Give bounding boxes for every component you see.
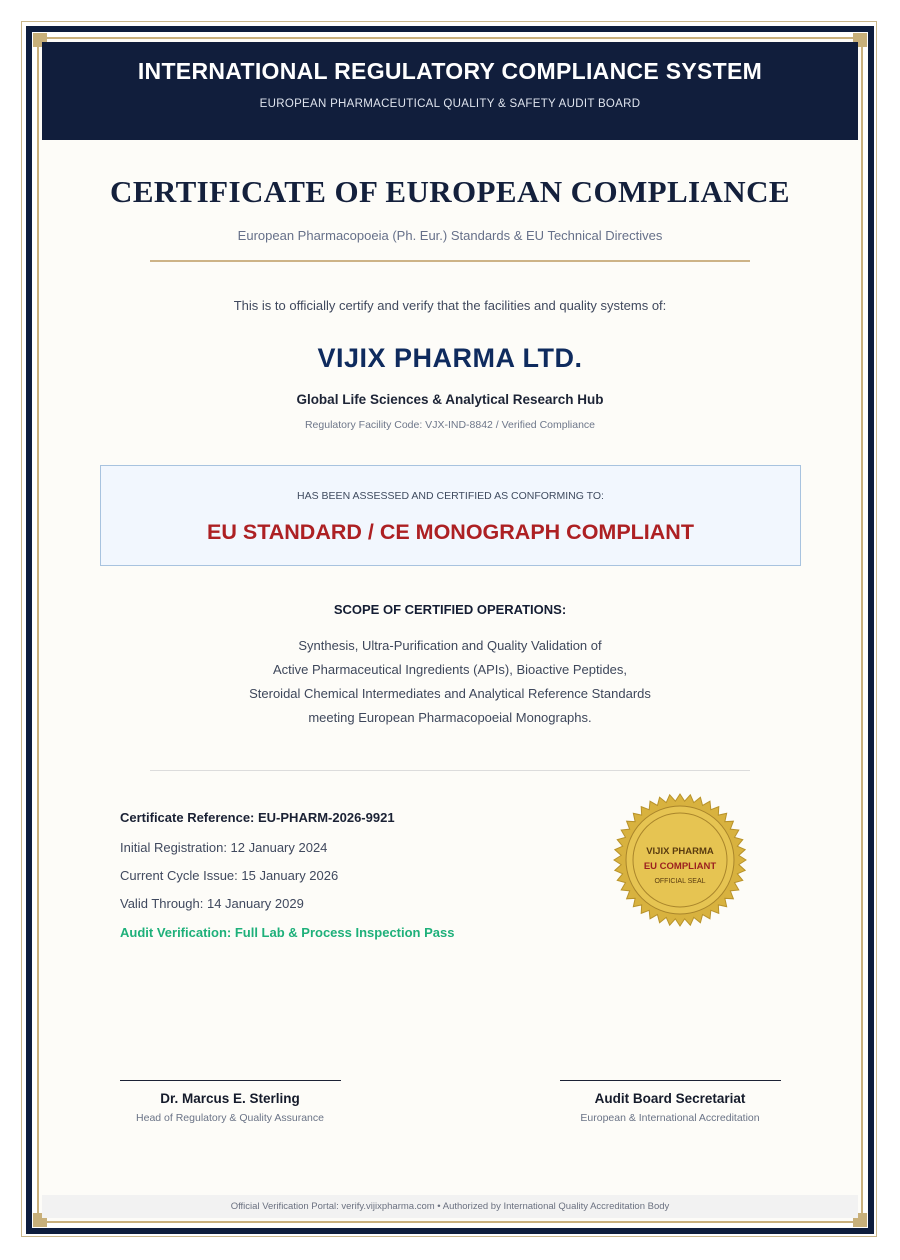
- signatory-name-left: Dr. Marcus E. Sterling: [160, 1091, 300, 1106]
- certificate-inner-border: [37, 37, 863, 1223]
- scope-line: Synthesis, Ultra-Purification and Quality Validation of: [298, 638, 602, 653]
- certificate-reference: Certificate Reference: EU-PHARM-2026-9921: [120, 810, 395, 825]
- conformance-label: HAS BEEN ASSESSED AND CERTIFIED AS CONFORMING TO:: [297, 490, 604, 502]
- scope-title: SCOPE OF CERTIFIED OPERATIONS:: [333, 602, 567, 617]
- current-cycle-issue: Current Cycle Issue: 15 January 2026: [120, 868, 339, 883]
- seal-line-1: VIJIX PHARMA: [646, 846, 714, 857]
- scope-line: Steroidal Chemical Intermediates and Analytical Reference Standards: [249, 686, 651, 701]
- gold-divider: [150, 260, 750, 262]
- conformance-standard: EU STANDARD / CE MONOGRAPH COMPLIANT: [207, 520, 694, 544]
- audit-verification: Audit Verification: Full Lab & Process Inspection Pass: [120, 925, 455, 940]
- valid-through: Valid Through: 14 January 2029: [120, 896, 304, 911]
- certification-intro: This is to officially certify and verify that the facilities and quality systems of:: [233, 298, 667, 313]
- conformance-box: [100, 465, 801, 566]
- certificate-subtitle: European Pharmacopoeia (Ph. Eur.) Standards & EU Technical Directives: [237, 228, 663, 243]
- details-divider: [150, 770, 750, 771]
- header-band: [42, 42, 858, 140]
- company-division: Global Life Sciences & Analytical Research Hub: [296, 392, 604, 407]
- signatory-role-right: European & International Accreditation: [580, 1112, 760, 1124]
- seal-line-3: OFFICIAL SEAL: [654, 878, 706, 885]
- verification-footer: Official Verification Portal: verify.vijixpharma.com • Authorized by International Quality Accreditation Body: [42, 1195, 858, 1218]
- scope-line: Active Pharmaceutical Ingredients (APIs), Bioactive Peptides,: [272, 662, 628, 677]
- header-title: INTERNATIONAL REGULATORY COMPLIANCE SYSTEM: [137, 58, 763, 84]
- official-seal-icon: [612, 792, 748, 928]
- signatory-role-left: Head of Regulatory & Quality Assurance: [136, 1112, 324, 1124]
- initial-registration: Initial Registration: 12 January 2024: [120, 840, 328, 855]
- scope-line: meeting European Pharmacopoeial Monographs.: [308, 710, 592, 725]
- company-name: VIJIX PHARMA LTD.: [317, 343, 583, 373]
- signature-line-left: [120, 1080, 341, 1081]
- seal-line-2: EU COMPLIANT: [643, 861, 717, 872]
- signatory-name-right: Audit Board Secretariat: [594, 1091, 746, 1106]
- facility-code: Regulatory Facility Code: VJX-IND-8842 / Verified Compliance: [304, 419, 596, 431]
- header-subtitle: EUROPEAN PHARMACEUTICAL QUALITY & SAFETY AUDIT BOARD: [259, 98, 641, 110]
- certificate-title: CERTIFICATE OF EUROPEAN COMPLIANCE: [110, 174, 790, 209]
- signature-line-right: [560, 1080, 781, 1081]
